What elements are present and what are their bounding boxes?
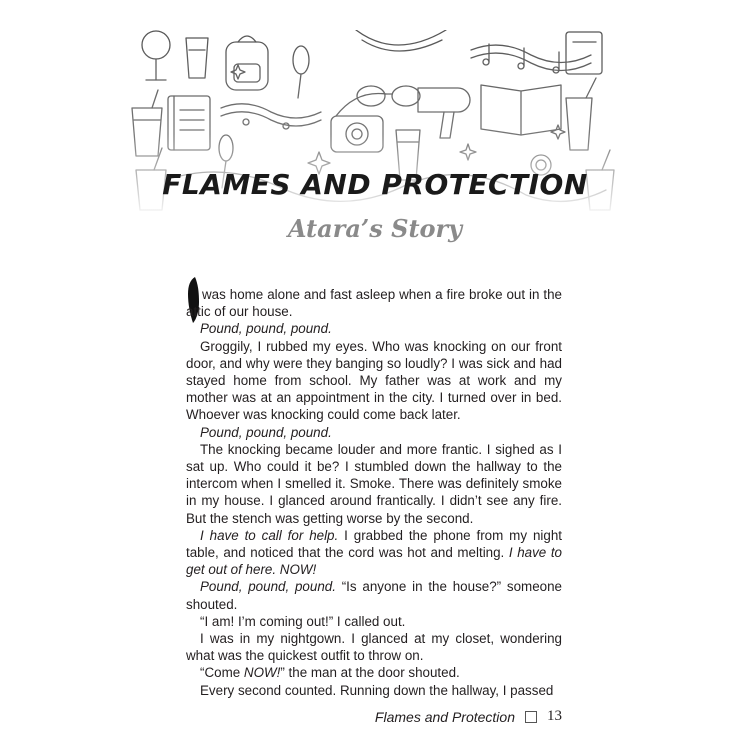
italic-text-run: I have to call for help. xyxy=(200,527,339,543)
text-run: The knocking became louder and more frantic. I sighed as I sat up. Who could it be? I stumbled down the hallway to the intercom when I smelled it. Smoke. There was definitely smoke in my house. I glanced around frantically. I didn’t see any fire. But the stench was getting worse by the second. xyxy=(186,441,562,526)
paragraph xyxy=(186,286,562,320)
text-run: Groggily, I rubbed my eyes. Who was knocking on our front door, and why were they banging so loudly? I was sick and had stayed home from school. My father was at work and my mother was at an appointment in the city. I turned over in bed. Whoever was knocking could come back later. xyxy=(186,338,562,423)
paragraph xyxy=(186,682,562,699)
text-run: “Is anyone in the house?” someone shouted. xyxy=(186,579,562,612)
italic-text-run: Pound, pound, pound. xyxy=(200,579,336,595)
page-number: 13 xyxy=(547,708,562,724)
text-run: I was in my nightgown. I glanced at my closet, wondering what was the quickest outfit to throw on. xyxy=(186,631,562,664)
paragraph xyxy=(186,613,562,630)
paragraph xyxy=(186,527,562,579)
paragraph xyxy=(186,664,562,681)
chapter-subtitle: Atara’s Story xyxy=(287,214,463,243)
paragraph xyxy=(186,441,562,527)
paragraph xyxy=(186,578,562,612)
page-footer xyxy=(375,708,562,725)
italic-text-run: I have to get out of here. NOW! xyxy=(186,545,562,578)
italic-text-run: Pound, pound, pound. xyxy=(200,321,332,337)
paragraph xyxy=(186,424,562,441)
paragraph xyxy=(186,630,562,664)
running-footer-title: Flames and Protection xyxy=(374,708,515,725)
italic-text-run: Pound, pound, pound. xyxy=(200,424,332,440)
italic-text-run: NOW! xyxy=(243,665,281,681)
text-run: ” the man at the door shouted. xyxy=(280,665,460,681)
paragraph xyxy=(186,320,562,337)
text-run: was home alone and fast asleep when a fire broke out in the attic of our house. xyxy=(186,287,562,320)
story-body xyxy=(186,286,562,699)
chapter-title: FLAMES AND PROTECTION xyxy=(162,168,588,201)
text-run: I grabbed the phone from my night table, and noticed that the cord was hot and melting. xyxy=(186,527,562,561)
text-run: “I am! I’m coming out!” I called out. xyxy=(200,613,406,629)
paragraph xyxy=(186,338,562,424)
text-run: Every second counted. Running down the hallway, I passed xyxy=(200,682,554,698)
text-run: “Come xyxy=(200,665,244,681)
separator-box-icon xyxy=(525,711,537,723)
